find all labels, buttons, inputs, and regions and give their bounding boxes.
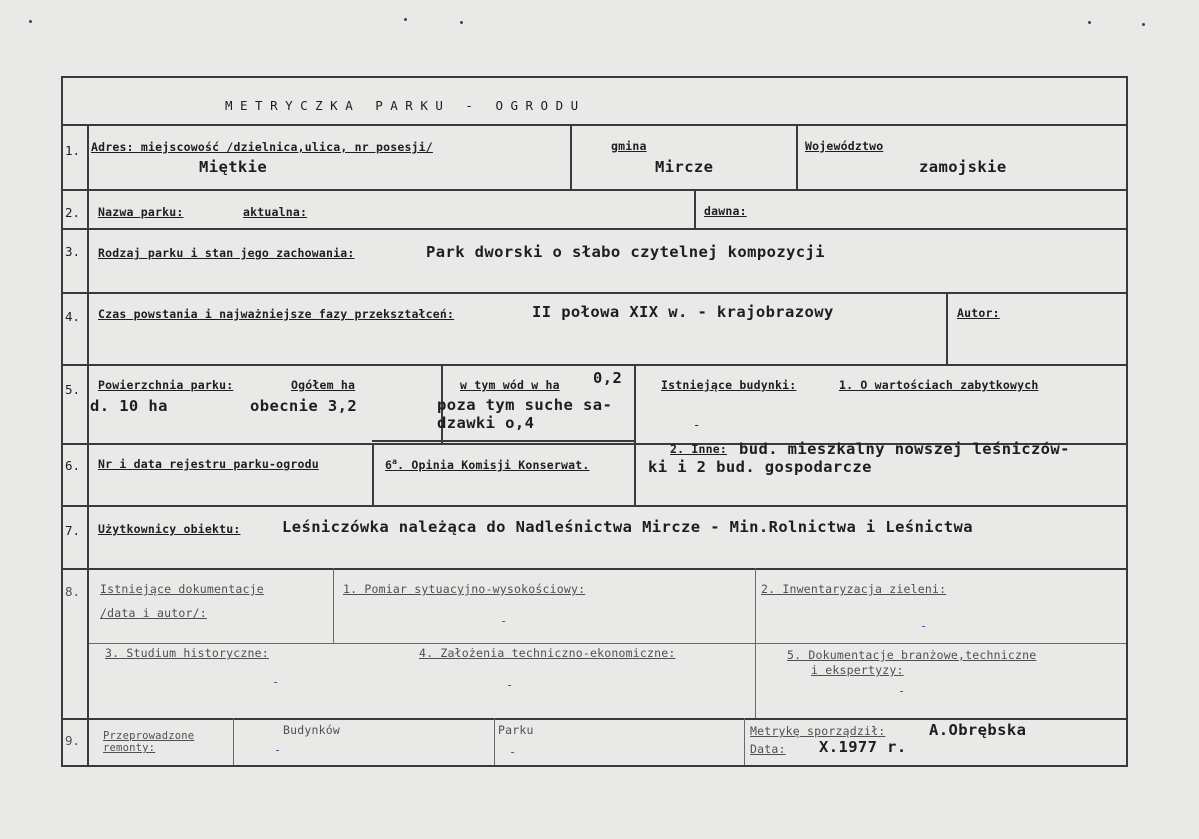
address-value: Miętkie bbox=[199, 158, 268, 176]
renovations-label-2: remonty: bbox=[103, 742, 156, 754]
park-renovation-value: - bbox=[509, 745, 517, 759]
row-number: 4. bbox=[65, 309, 81, 324]
water-note-line-1: poza tym suche sa- bbox=[437, 396, 613, 414]
address-label: Adres: miejscowość /dzielnica,ulica, nr posesji/ bbox=[91, 140, 433, 154]
survey-label: 1. Pomiar sytuacyjno-wysokościowy: bbox=[343, 582, 586, 596]
renovations-label-1: Przeprowadzone bbox=[103, 730, 195, 742]
historic-buildings-value: - bbox=[693, 418, 701, 432]
park-record-card bbox=[61, 76, 1128, 767]
total-area-label: Ogółem ha bbox=[291, 378, 356, 392]
documentation-label-2: /data i autor/: bbox=[100, 606, 207, 620]
water-area-label: w tym wód w ha bbox=[460, 378, 560, 392]
row-number: 8. bbox=[65, 584, 81, 599]
survey-value: - bbox=[500, 614, 508, 628]
water-area-value: 0,2 bbox=[593, 369, 623, 387]
opinion-superscript: a bbox=[392, 457, 398, 466]
rule bbox=[796, 124, 798, 189]
historical-study-value: - bbox=[272, 675, 280, 689]
row-number: 1. bbox=[65, 143, 81, 158]
card-title: METRYCZKA PARKU - OGRODU bbox=[225, 98, 586, 113]
commune-label: gmina bbox=[611, 139, 647, 153]
rule bbox=[694, 189, 696, 228]
speck bbox=[404, 18, 407, 21]
speck bbox=[1142, 23, 1145, 26]
rule bbox=[634, 364, 636, 505]
rule bbox=[63, 364, 1126, 366]
origin-label: Czas powstania i najważniejsze fazy przekształceń: bbox=[98, 307, 455, 321]
other-buildings-value-1: bud. mieszkalny nowszej leśniczów- bbox=[739, 440, 1070, 458]
compiled-by-value: A.Obrębska bbox=[929, 721, 1027, 739]
rule bbox=[570, 124, 572, 189]
rule bbox=[233, 718, 234, 765]
other-buildings-value-2: ki i 2 bud. gospodarcze bbox=[648, 458, 872, 476]
greenery-inventory-value: - bbox=[920, 619, 928, 633]
voivodeship-label: Województwo bbox=[805, 139, 884, 153]
rule bbox=[63, 228, 1126, 230]
historical-study-label: 3. Studium historyczne: bbox=[105, 646, 269, 660]
documentation-label-1: Istniejące dokumentacje bbox=[100, 582, 264, 596]
row-number: 5. bbox=[65, 382, 81, 397]
opinion-label bbox=[385, 458, 590, 471]
row-number: 6. bbox=[65, 458, 81, 473]
technical-assumptions-label: 4. Założenia techniczno-ekonomiczne: bbox=[419, 646, 676, 660]
former-area-value: d. 10 ha bbox=[90, 397, 168, 415]
rule bbox=[88, 643, 1126, 644]
rule bbox=[744, 718, 745, 765]
rule bbox=[63, 124, 1126, 126]
water-note-line-2: dzawki o,4 bbox=[437, 414, 535, 432]
rule bbox=[63, 718, 1126, 720]
opinion-number: 6 bbox=[385, 457, 393, 472]
opinion-text: . Opinia Komisji Konserwat. bbox=[397, 457, 590, 472]
row-number: 2. bbox=[65, 205, 81, 220]
buildings-label: Istniejące budynki: bbox=[661, 378, 797, 392]
register-label: Nr i data rejestru parku-ogrodu bbox=[98, 457, 319, 471]
other-buildings-label: 2. Inne: bbox=[670, 442, 727, 456]
area-label: Powierzchnia parku: bbox=[98, 378, 234, 392]
former-name-label: dawna: bbox=[704, 204, 747, 218]
technical-assumptions-value: - bbox=[506, 678, 514, 692]
greenery-inventory-label: 2. Inwentaryzacja zieleni: bbox=[761, 582, 947, 596]
origin-value: II połowa XIX w. - krajobrazowy bbox=[532, 303, 834, 321]
rule bbox=[946, 292, 948, 364]
park-type-label: Rodzaj parku i stan jego zachowania: bbox=[98, 246, 355, 260]
rule bbox=[63, 505, 1126, 507]
voivodeship-value: zamojskie bbox=[919, 158, 1007, 176]
speck bbox=[29, 20, 32, 23]
rule bbox=[63, 292, 1126, 294]
park-type-value: Park dworski o słabo czytelnej kompozycji bbox=[426, 243, 826, 261]
number-column-rule bbox=[87, 124, 89, 765]
row-number: 9. bbox=[65, 733, 81, 748]
buildings-renovation-label: Budynków bbox=[283, 723, 340, 737]
industry-docs-value: - bbox=[898, 684, 906, 698]
rule bbox=[63, 189, 1126, 191]
commune-value: Mircze bbox=[655, 158, 714, 176]
rule bbox=[333, 568, 334, 643]
compiled-by-label: Metrykę sporządził: bbox=[750, 724, 886, 738]
park-renovation-label: Parku bbox=[498, 723, 534, 737]
buildings-renovation-value: - bbox=[274, 743, 282, 757]
rule bbox=[372, 440, 634, 442]
rule bbox=[494, 718, 495, 765]
park-name-label: Nazwa parku: bbox=[98, 205, 184, 219]
rule bbox=[372, 443, 374, 505]
industry-docs-label-1: 5. Dokumentacje branżowe,techniczne bbox=[787, 648, 1037, 662]
rule bbox=[755, 568, 756, 718]
date-label: Data: bbox=[750, 742, 786, 756]
row-number: 7. bbox=[65, 523, 81, 538]
speck bbox=[1088, 21, 1091, 24]
row-number: 3. bbox=[65, 244, 81, 259]
current-area-value: obecnie 3,2 bbox=[250, 397, 358, 415]
users-label: Użytkownicy obiektu: bbox=[98, 522, 241, 536]
speck bbox=[460, 21, 463, 24]
industry-docs-label-2: i ekspertyzy: bbox=[811, 663, 904, 677]
rule bbox=[63, 568, 1126, 570]
users-value: Leśniczówka należąca do Nadleśnictwa Mircze - Min.Rolnictwa i Leśnictwa bbox=[282, 518, 973, 536]
author-label: Autor: bbox=[957, 306, 1000, 320]
current-name-label: aktualna: bbox=[243, 205, 308, 219]
date-value: X.1977 r. bbox=[819, 738, 907, 756]
historic-buildings-label: 1. O wartościach zabytkowych bbox=[839, 378, 1039, 392]
